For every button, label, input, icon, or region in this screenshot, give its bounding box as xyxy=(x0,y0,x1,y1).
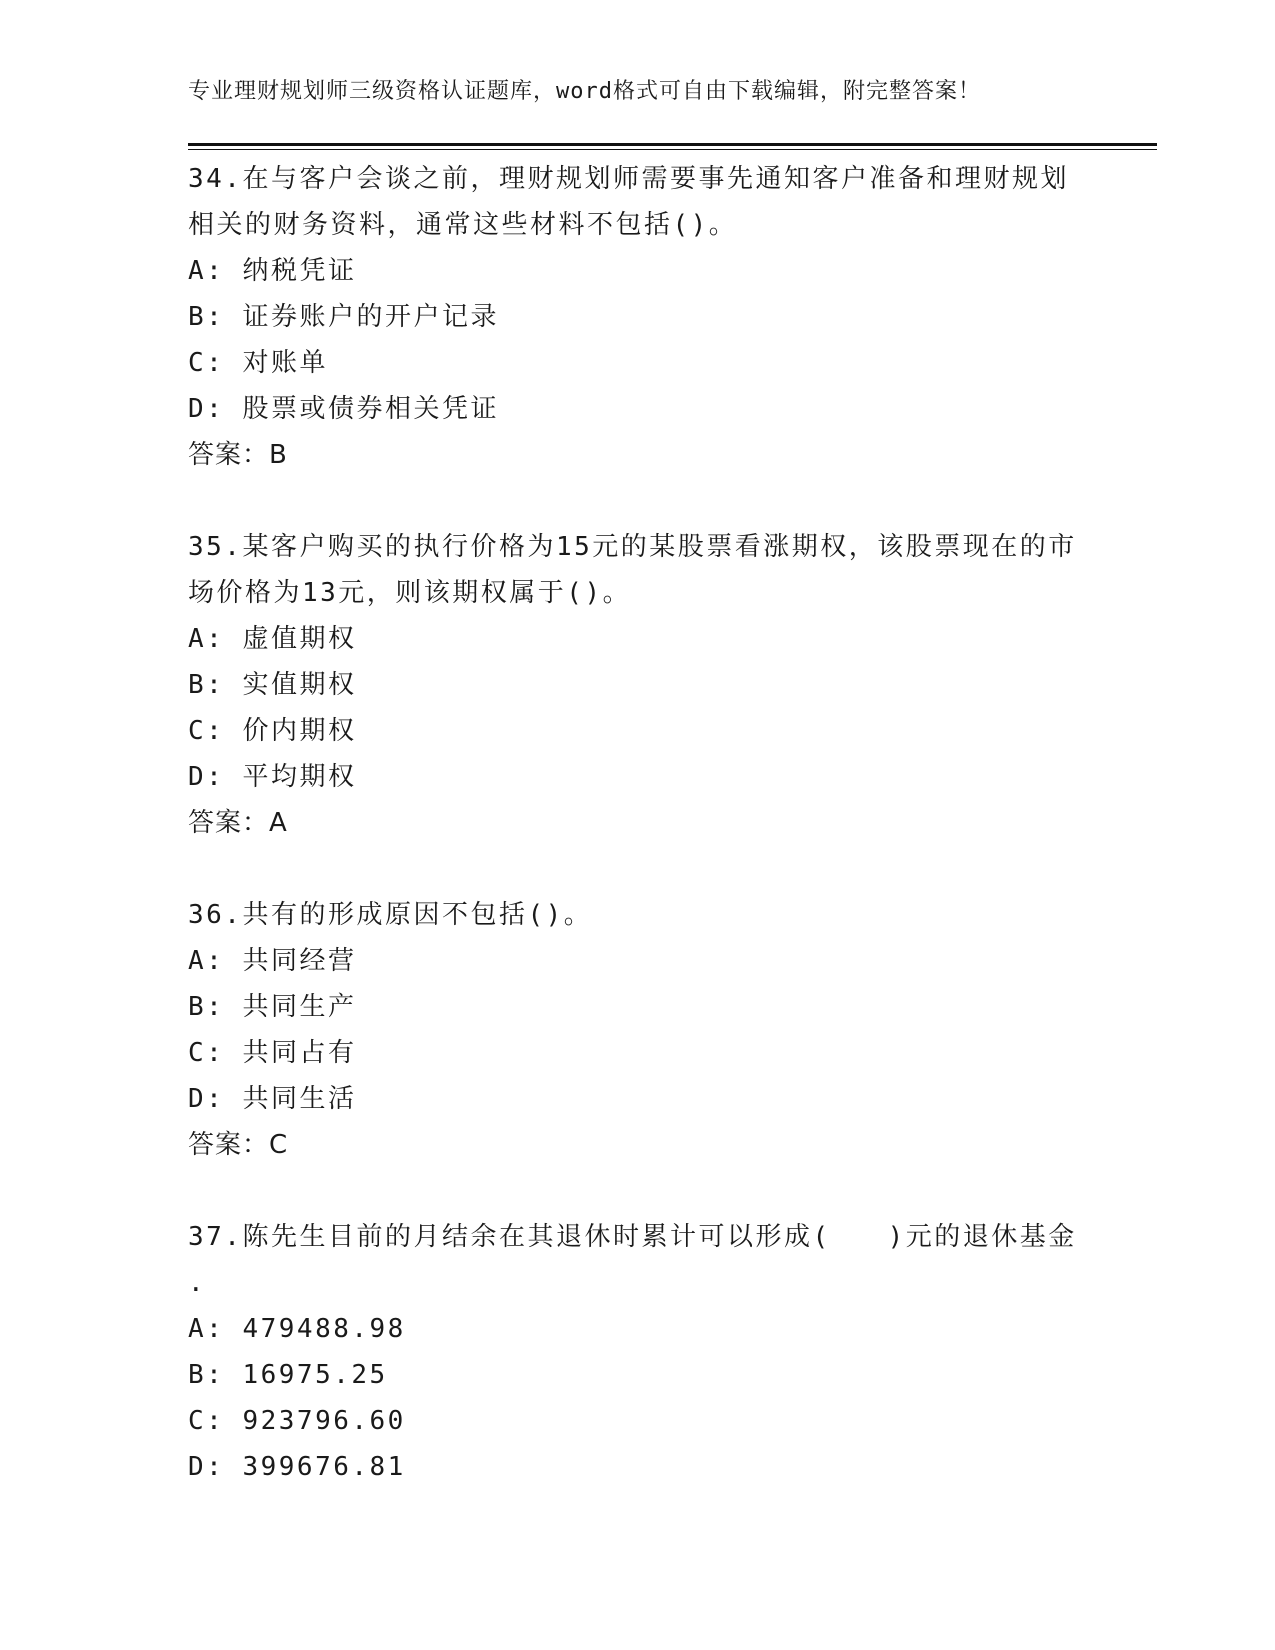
option-b: B: 16975.25 xyxy=(188,1360,388,1390)
option-d: D: 399676.81 xyxy=(188,1452,406,1482)
answer-label: 答案：A xyxy=(188,808,288,838)
page-header: 专业理财规划师三级资格认证题库，word格式可自由下载编辑，附完整答案！ xyxy=(188,79,981,104)
option-c: C: 共同占有 xyxy=(188,1038,357,1068)
question-36 xyxy=(188,892,1088,1168)
option-c: C: 923796.60 xyxy=(188,1406,406,1436)
option-a: A: 纳税凭证 xyxy=(188,256,357,286)
option-a: A: 虚值期权 xyxy=(188,624,357,654)
question-stem: 35.某客户购买的执行价格为15元的某股票看涨期权，该股票现在的市场价格为13元，则该期权属于()。 xyxy=(188,532,1077,608)
option-c: C: 对账单 xyxy=(188,348,328,378)
question-stem: 36.共有的形成原因不包括()。 xyxy=(188,900,593,930)
option-d: D: 股票或债券相关凭证 xyxy=(188,394,499,424)
option-a: A: 共同经营 xyxy=(188,946,357,976)
question-37 xyxy=(188,1214,1088,1490)
question-stem-tail: . xyxy=(188,1268,204,1298)
question-35 xyxy=(188,524,1088,846)
header-divider-thin xyxy=(188,149,1157,150)
option-d: D: 共同生活 xyxy=(188,1084,357,1114)
option-d: D: 平均期权 xyxy=(188,762,357,792)
option-b: B: 证券账户的开户记录 xyxy=(188,302,499,332)
answer-label: 答案：B xyxy=(188,440,288,470)
option-a: A: 479488.98 xyxy=(188,1314,406,1344)
option-c: C: 价内期权 xyxy=(188,716,357,746)
answer-label: 答案：C xyxy=(188,1130,289,1160)
question-stem: 37.陈先生目前的月结余在其退休时累计可以形成( )元的退休基金 xyxy=(188,1222,1077,1252)
question-list xyxy=(188,156,1088,1536)
option-b: B: 实值期权 xyxy=(188,670,357,700)
question-34 xyxy=(188,156,1088,478)
option-b: B: 共同生产 xyxy=(188,992,357,1022)
header-divider-thick xyxy=(188,143,1157,146)
question-stem: 34.在与客户会谈之前，理财规划师需要事先通知客户准备和理财规划相关的财务资料，通常这些材料不包括()。 xyxy=(188,164,1069,240)
